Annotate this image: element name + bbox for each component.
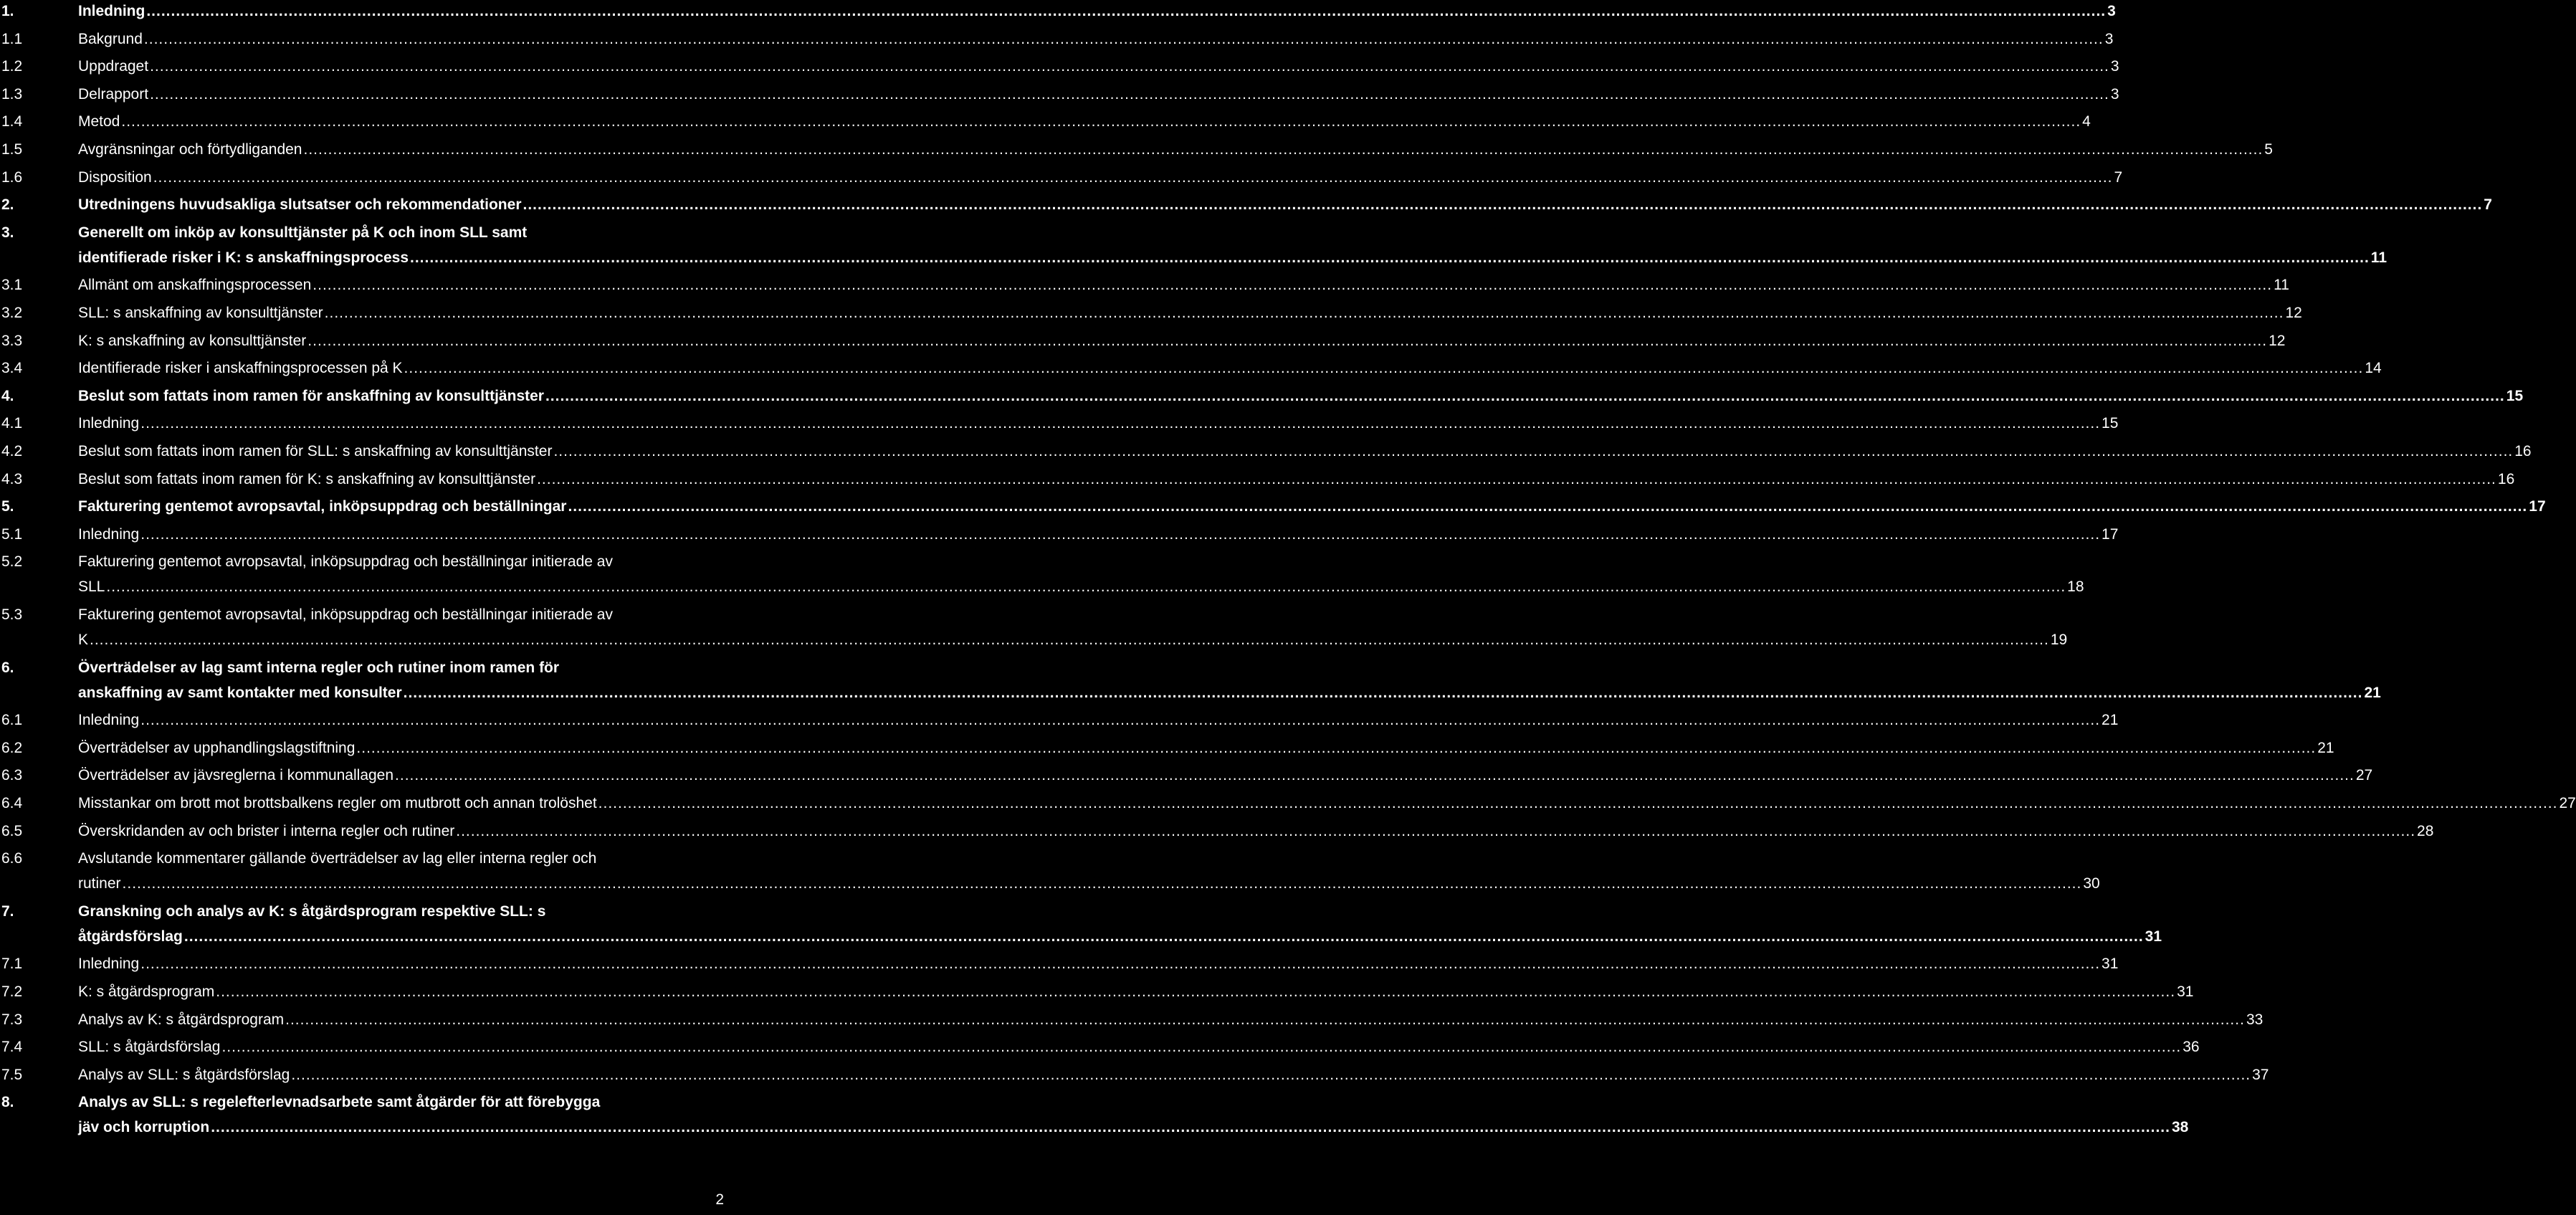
toc-entry-body bbox=[78, 192, 2492, 217]
toc-entry-body bbox=[78, 467, 2515, 492]
toc-entry-title: Utredningens huvudsakliga slutsatser och rekommendationer bbox=[78, 196, 522, 214]
toc-entry-page: 21 bbox=[2102, 712, 2119, 729]
dot-leader: ................................................................................................................................................................................................................................................................................................................................................................................................................ bbox=[523, 196, 2483, 214]
toc-entry-page: 27 bbox=[2355, 767, 2373, 784]
toc-entry-title: Analys av SLL: s regelefterlevnadsarbete samt åtgärder för att förebygga bbox=[78, 1094, 601, 1111]
toc-entry-body bbox=[78, 899, 2162, 949]
toc-entry-body bbox=[78, 165, 2123, 190]
dot-leader: ................................................................................................................................................................................................................................................................................................................................................................................................................ bbox=[150, 58, 2109, 75]
toc-entry-line bbox=[78, 791, 2576, 816]
dot-leader: ................................................................................................................................................................................................................................................................................................................................................................................................................ bbox=[403, 684, 2363, 701]
toc-entry-body bbox=[78, 137, 2273, 162]
toc-entry-line bbox=[78, 356, 2382, 381]
toc-entry-title: Avslutande kommentarer gällande överträdelser av lag eller interna regler och bbox=[78, 850, 597, 867]
toc-entry-line bbox=[78, 1034, 2200, 1059]
toc-entry-page: 15 bbox=[2506, 387, 2524, 404]
toc-entry-body bbox=[78, 602, 2068, 652]
dot-leader: ................................................................................................................................................................................................................................................................................................................................................................................................................ bbox=[90, 632, 2049, 648]
toc-entry-title: Inledning bbox=[78, 415, 140, 432]
toc-entry-number: 1.1 bbox=[1, 30, 23, 47]
toc-entry-title: Överträdelser av upphandlingslagstiftning bbox=[78, 739, 356, 756]
toc-entry-page: 21 bbox=[2317, 739, 2334, 756]
toc-entry-line bbox=[78, 655, 728, 680]
toc-entry-body bbox=[78, 220, 2387, 270]
toc-entry-page: 31 bbox=[2177, 983, 2194, 1000]
toc-entry-title: Inledning bbox=[78, 525, 140, 543]
toc-entry-page: 18 bbox=[2067, 578, 2084, 596]
toc-entry-number: 4.2 bbox=[1, 443, 23, 459]
dot-leader: ................................................................................................................................................................................................................................................................................................................................................................................................................ bbox=[291, 1066, 2251, 1083]
toc-entry-page: 36 bbox=[2183, 1039, 2200, 1056]
toc-entry-number: 6.6 bbox=[1, 850, 23, 867]
dot-leader: ................................................................................................................................................................................................................................................................................................................................................................................................................ bbox=[537, 470, 2496, 487]
toc-entry-title: K bbox=[78, 632, 89, 648]
toc-entry-line bbox=[78, 245, 2387, 270]
toc-entry-line bbox=[78, 328, 2286, 353]
toc-entry-line bbox=[78, 735, 2334, 761]
toc-entry-page: 38 bbox=[2171, 1119, 2189, 1136]
dot-leader: ................................................................................................................................................................................................................................................................................................................................................................................................................ bbox=[456, 822, 2416, 839]
toc-entry-title: Analys av SLL: s åtgärdsförslag bbox=[78, 1066, 290, 1083]
toc-entry-page: 5 bbox=[2264, 141, 2273, 158]
toc-entry-title: anskaffning av samt kontakter med konsulter bbox=[78, 684, 402, 701]
toc-entry-page: 17 bbox=[2529, 498, 2546, 515]
toc-entry-page: 12 bbox=[2269, 332, 2286, 349]
toc-entry-number: 4.3 bbox=[1, 470, 23, 487]
toc-entry-body bbox=[78, 439, 2532, 464]
toc-entry-number: 7. bbox=[1, 902, 14, 920]
toc-entry-title: Inledning bbox=[78, 3, 146, 19]
toc-entry-body bbox=[78, 27, 2114, 52]
toc-entry-number: 4. bbox=[1, 387, 14, 404]
toc-entry-body bbox=[78, 549, 2084, 599]
toc-entry-number: 7.3 bbox=[1, 1011, 23, 1028]
toc-entry-title: Allmänt om anskaffningsprocessen bbox=[78, 277, 312, 294]
toc-entry-line bbox=[78, 165, 2123, 190]
dot-leader: ................................................................................................................................................................................................................................................................................................................................................................................................................ bbox=[150, 85, 2109, 103]
toc-entry-line bbox=[78, 137, 2273, 162]
toc-entry-page: 31 bbox=[2102, 956, 2119, 973]
dot-leader: ................................................................................................................................................................................................................................................................................................................................................................................................................ bbox=[307, 332, 2268, 349]
toc-entry-line bbox=[78, 602, 728, 627]
toc-entry-title: SLL: s anskaffning av konsulttjänster bbox=[78, 305, 323, 321]
dot-leader: ................................................................................................................................................................................................................................................................................................................................................................................................................ bbox=[140, 956, 2101, 973]
toc-entry-line bbox=[78, 220, 728, 245]
toc-entry-body bbox=[78, 494, 2546, 519]
toc-entry-number: 4.1 bbox=[1, 415, 23, 432]
toc-entry-title: Fakturering gentemot avropsavtal, inköpsuppdrag och beställningar initierade av bbox=[78, 553, 613, 571]
toc-entry-body bbox=[78, 82, 2119, 107]
toc-entry-line bbox=[78, 846, 728, 871]
toc-entry-number: 1.4 bbox=[1, 113, 23, 130]
toc-entry-page: 31 bbox=[2145, 928, 2162, 945]
toc-entry-line bbox=[78, 1007, 2263, 1032]
toc-entry-number: 8. bbox=[1, 1094, 14, 1111]
toc-entry-title: Fakturering gentemot avropsavtal, inköpsuppdrag och beställningar bbox=[78, 498, 567, 515]
toc-entry-line bbox=[78, 192, 2492, 217]
dot-leader: ................................................................................................................................................................................................................................................................................................................................................................................................................ bbox=[143, 30, 2104, 47]
dot-leader: ................................................................................................................................................................................................................................................................................................................................................................................................................ bbox=[568, 498, 2528, 515]
dot-leader: ................................................................................................................................................................................................................................................................................................................................................................................................................ bbox=[106, 578, 2066, 596]
toc-entry-number: 7.5 bbox=[1, 1066, 23, 1083]
toc-entry-title: Analys av K: s åtgärdsprogram bbox=[78, 1011, 285, 1028]
toc-entry-body bbox=[78, 109, 2091, 134]
toc-entry-line bbox=[78, 763, 2373, 788]
toc-entry-line bbox=[78, 680, 2381, 705]
toc-entry-body bbox=[78, 1007, 2263, 1032]
toc-entry-title: K: s anskaffning av konsulttjänster bbox=[78, 332, 307, 349]
toc-entry-page: 15 bbox=[2102, 415, 2119, 432]
toc-entry-page: 7 bbox=[2114, 168, 2123, 186]
toc-entry-body bbox=[78, 54, 2119, 79]
dot-leader: ................................................................................................................................................................................................................................................................................................................................................................................................................ bbox=[211, 1119, 2170, 1136]
toc-entry-line bbox=[78, 871, 2100, 896]
toc-entry-line bbox=[78, 1062, 2269, 1087]
toc-entry-body bbox=[78, 846, 2100, 896]
toc-entry-title: K: s åtgärdsprogram bbox=[78, 983, 215, 1000]
toc-entry-page: 19 bbox=[2050, 632, 2068, 648]
toc-entry-number: 6.2 bbox=[1, 739, 23, 756]
toc-entry-body bbox=[78, 356, 2382, 381]
dot-leader: ................................................................................................................................................................................................................................................................................................................................................................................................................ bbox=[313, 277, 2273, 294]
toc-entry-number: 2. bbox=[1, 196, 14, 214]
toc-entry-body bbox=[78, 522, 2119, 547]
toc-entry-number: 1.3 bbox=[1, 85, 23, 103]
toc-entry-number: 3. bbox=[1, 224, 14, 241]
dot-leader: ................................................................................................................................................................................................................................................................................................................................................................................................................ bbox=[140, 525, 2101, 543]
dot-leader: ................................................................................................................................................................................................................................................................................................................................................................................................................ bbox=[153, 168, 2113, 186]
toc-entry-line bbox=[78, 27, 2114, 52]
toc-entry-line bbox=[78, 439, 2532, 464]
toc-entry-page: 11 bbox=[2370, 249, 2387, 266]
toc-entry-number: 7.4 bbox=[1, 1039, 23, 1056]
toc-entry-number: 6.1 bbox=[1, 712, 23, 729]
toc-entry-title: Beslut som fattats inom ramen för K: s anskaffning av konsulttjänster bbox=[78, 470, 536, 487]
toc-entry-title: rutiner bbox=[78, 875, 121, 892]
toc-entry-line bbox=[78, 272, 2289, 297]
toc-entry-number: 6.5 bbox=[1, 822, 23, 839]
toc-entry-line bbox=[78, 574, 2084, 599]
toc-entry-number: 7.2 bbox=[1, 983, 23, 1000]
toc-entry-line bbox=[78, 82, 2119, 107]
toc-entry-number: 5.2 bbox=[1, 553, 23, 571]
toc-entry-body bbox=[78, 411, 2119, 436]
toc-entry-line bbox=[78, 951, 2119, 976]
toc-entry-page: 16 bbox=[2514, 443, 2532, 459]
toc-entry-page: 12 bbox=[2285, 305, 2302, 321]
toc-entry-number: 3.3 bbox=[1, 332, 23, 349]
toc-entry-page: 27 bbox=[2559, 795, 2576, 811]
toc-entry-title: Överträdelser av lag samt interna regler och rutiner inom ramen för bbox=[78, 659, 560, 676]
toc-entry-title: Beslut som fattats inom ramen för anskaffning av konsulttjänster bbox=[78, 387, 544, 404]
toc-entry-title: Granskning och analys av K: s åtgärdsprogram respektive SLL: s bbox=[78, 902, 546, 920]
toc-entry-number: 6. bbox=[1, 659, 14, 676]
toc-entry-page: 11 bbox=[2274, 277, 2289, 294]
toc-entry-body bbox=[78, 763, 2373, 788]
toc-entry-page: 16 bbox=[2497, 470, 2515, 487]
dot-leader: ................................................................................................................................................................................................................................................................................................................................................................................................................ bbox=[285, 1011, 2245, 1028]
toc-entry-line bbox=[78, 707, 2119, 733]
dot-leader: ................................................................................................................................................................................................................................................................................................................................................................................................................ bbox=[221, 1039, 2182, 1056]
toc-entry-line bbox=[78, 899, 728, 924]
toc-entry-body bbox=[78, 735, 2334, 761]
toc-entry-number: 1.2 bbox=[1, 58, 23, 75]
dot-leader: ................................................................................................................................................................................................................................................................................................................................................................................................................ bbox=[598, 795, 2558, 811]
toc-entry-title: åtgärdsförslag bbox=[78, 928, 183, 945]
toc-entry-body bbox=[78, 0, 2116, 24]
dot-leader: ................................................................................................................................................................................................................................................................................................................................................................................................................ bbox=[121, 113, 2081, 130]
toc-entry-number: 3.2 bbox=[1, 305, 23, 321]
toc-entry-number: 5. bbox=[1, 498, 14, 515]
toc-entry-body bbox=[78, 819, 2434, 844]
toc-entry-number: 1. bbox=[1, 3, 14, 19]
toc-entry-body bbox=[78, 655, 2381, 705]
toc-entry-line bbox=[78, 819, 2434, 844]
toc-entry-line bbox=[78, 383, 2524, 409]
toc-entry-title: Överskridanden av och brister i interna regler och rutiner bbox=[78, 822, 455, 839]
toc-entry-title: Beslut som fattats inom ramen för SLL: s anskaffning av konsulttjänster bbox=[78, 443, 553, 459]
toc-entry-title: SLL: s åtgärdsförslag bbox=[78, 1039, 221, 1056]
toc-entry-line bbox=[78, 300, 2302, 325]
toc-entry-title: Uppdraget bbox=[78, 58, 149, 75]
dot-leader: ................................................................................................................................................................................................................................................................................................................................................................................................................ bbox=[183, 928, 2144, 945]
dot-leader: ................................................................................................................................................................................................................................................................................................................................................................................................................ bbox=[303, 141, 2263, 158]
toc-entry-page: 14 bbox=[2365, 360, 2382, 377]
toc-entry-body bbox=[78, 951, 2119, 976]
dot-leader: ................................................................................................................................................................................................................................................................................................................................................................................................................ bbox=[410, 249, 2370, 266]
toc-entry-line bbox=[78, 467, 2515, 492]
toc-entry-number: 1.6 bbox=[1, 168, 23, 186]
toc-entry-body bbox=[78, 791, 2576, 816]
toc-entry-page: 3 bbox=[2110, 58, 2119, 75]
toc-entry-title: Identifierade risker i anskaffningsprocessen på K bbox=[78, 360, 403, 377]
dot-leader: ................................................................................................................................................................................................................................................................................................................................................................................................................ bbox=[395, 767, 2355, 784]
toc-entry-title: Generellt om inköp av konsulttjänster på K och inom SLL samt bbox=[78, 224, 528, 241]
toc-entry-line bbox=[78, 1115, 2189, 1140]
toc-entry-body bbox=[78, 979, 2194, 1004]
toc-entry-title: identifierade risker i K: s anskaffningsprocess bbox=[78, 249, 409, 266]
toc-entry-body bbox=[78, 383, 2524, 409]
toc-entry-line bbox=[78, 411, 2119, 436]
toc-entry-line bbox=[78, 979, 2194, 1004]
toc-entry-number: 1.5 bbox=[1, 141, 23, 158]
page-number: 2 bbox=[715, 1191, 724, 1208]
toc-entry-page: 37 bbox=[2252, 1066, 2269, 1083]
dot-leader: ................................................................................................................................................................................................................................................................................................................................................................................................................ bbox=[545, 387, 2505, 404]
toc-entry-page: 7 bbox=[2484, 196, 2492, 214]
toc-entry-page: 30 bbox=[2083, 875, 2100, 892]
toc-entry-number: 7.1 bbox=[1, 956, 23, 973]
toc-entry-body bbox=[78, 1034, 2200, 1059]
toc-entry-page: 3 bbox=[2104, 30, 2114, 47]
toc-entry-page: 3 bbox=[2110, 85, 2119, 103]
toc-entry-line bbox=[78, 627, 2068, 652]
toc-entry-body bbox=[78, 1090, 2189, 1140]
toc-entry-line bbox=[78, 494, 2546, 519]
toc-entry-line bbox=[78, 109, 2091, 134]
toc-entry-title: Delrapport bbox=[78, 85, 149, 103]
toc-entry-title: SLL bbox=[78, 578, 105, 596]
toc-entry-title: jäv och korruption bbox=[78, 1119, 210, 1136]
toc-entry-title: Avgränsningar och förtydliganden bbox=[78, 141, 302, 158]
dot-leader: ................................................................................................................................................................................................................................................................................................................................................................................................................ bbox=[356, 739, 2317, 756]
dot-leader: ................................................................................................................................................................................................................................................................................................................................................................................................................ bbox=[146, 3, 2107, 19]
toc-entry-number: 6.4 bbox=[1, 795, 23, 811]
toc-entry-body bbox=[78, 1062, 2269, 1087]
toc-entry-number: 5.1 bbox=[1, 525, 23, 543]
toc-entry-title: Fakturering gentemot avropsavtal, inköpsuppdrag och beställningar initierade av bbox=[78, 606, 613, 623]
toc-entry-line bbox=[78, 1090, 728, 1115]
toc-entry-line bbox=[78, 549, 728, 574]
toc-entry-line bbox=[78, 0, 2116, 24]
dot-leader: ................................................................................................................................................................................................................................................................................................................................................................................................................ bbox=[140, 415, 2101, 432]
toc-entry-page: 21 bbox=[2364, 684, 2381, 701]
toc-entry-page: 28 bbox=[2417, 822, 2434, 839]
toc-entry-body bbox=[78, 707, 2119, 733]
dot-leader: ................................................................................................................................................................................................................................................................................................................................................................................................................ bbox=[553, 443, 2514, 459]
dot-leader: ................................................................................................................................................................................................................................................................................................................................................................................................................ bbox=[122, 875, 2082, 892]
toc-entry-title: Disposition bbox=[78, 168, 152, 186]
toc-entry-number: 3.1 bbox=[1, 277, 23, 294]
toc-entry-page: 17 bbox=[2102, 525, 2119, 543]
toc-entry-title: Metod bbox=[78, 113, 120, 130]
toc-entry-title: Bakgrund bbox=[78, 30, 143, 47]
toc-entry-body bbox=[78, 300, 2302, 325]
dot-leader: ................................................................................................................................................................................................................................................................................................................................................................................................................ bbox=[216, 983, 2176, 1000]
dot-leader: ................................................................................................................................................................................................................................................................................................................................................................................................................ bbox=[140, 712, 2101, 729]
dot-leader: ................................................................................................................................................................................................................................................................................................................................................................................................................ bbox=[404, 360, 2364, 377]
toc-entry-title: Inledning bbox=[78, 712, 140, 729]
toc-entry-line bbox=[78, 54, 2119, 79]
toc-entry-body bbox=[78, 328, 2286, 353]
toc-entry-body bbox=[78, 272, 2289, 297]
toc-entry-title: Misstankar om brott mot brottsbalkens regler om mutbrott och annan trolöshet bbox=[78, 795, 597, 811]
toc-entry-number: 5.3 bbox=[1, 606, 23, 623]
toc-entry-number: 6.3 bbox=[1, 767, 23, 784]
toc-entry-line bbox=[78, 522, 2119, 547]
toc-entry-number: 3.4 bbox=[1, 360, 23, 377]
toc-entry-title: Överträdelser av jävsreglerna i kommunallagen bbox=[78, 767, 394, 784]
toc-entry-page: 33 bbox=[2246, 1011, 2263, 1028]
toc-entry-title: Inledning bbox=[78, 956, 140, 973]
toc-entry-line bbox=[78, 924, 2162, 949]
toc-entry-page: 3 bbox=[2107, 3, 2116, 19]
toc-entry-page: 4 bbox=[2082, 113, 2091, 130]
dot-leader: ................................................................................................................................................................................................................................................................................................................................................................................................................ bbox=[324, 305, 2284, 321]
